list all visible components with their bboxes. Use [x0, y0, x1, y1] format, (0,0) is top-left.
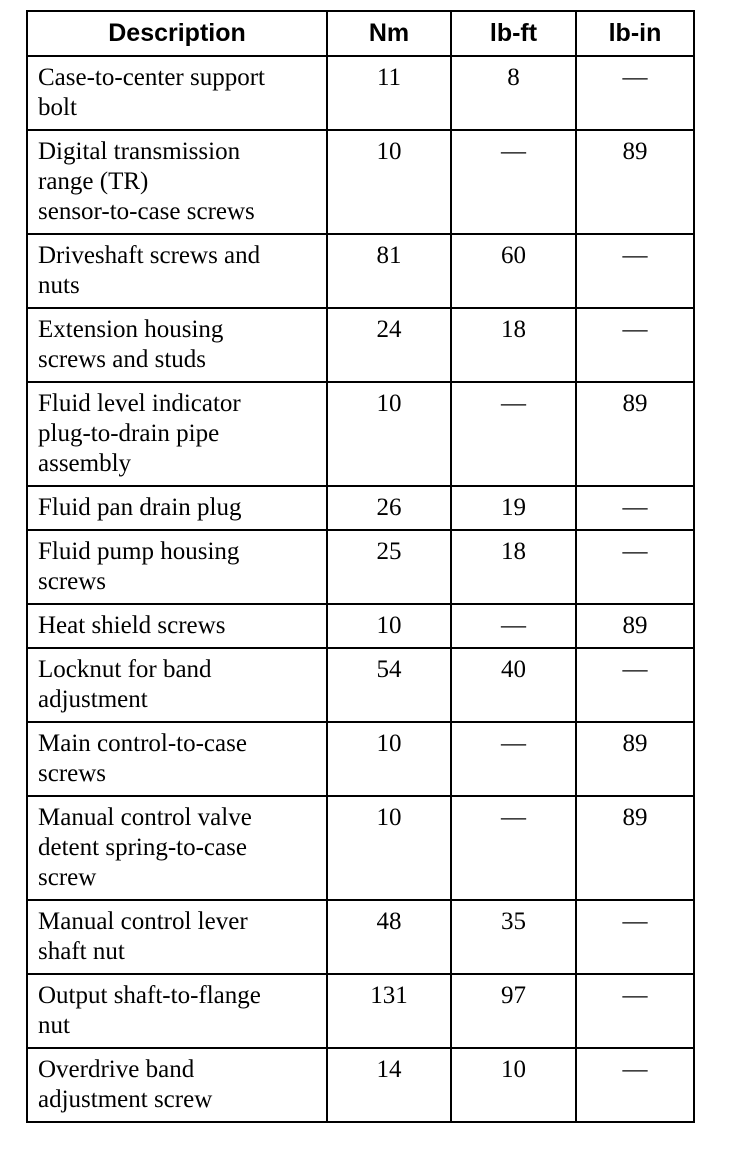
table-row	[27, 1048, 694, 1122]
description-cell: Digital transmission range (TR) sensor-to-case screws	[27, 130, 327, 234]
description-cell: Fluid pan drain plug	[27, 486, 327, 530]
nm-cell: 54	[327, 648, 451, 722]
table-row	[27, 234, 694, 308]
table-row	[27, 604, 694, 648]
description-cell: Locknut for band adjustment	[27, 648, 327, 722]
nm-cell: 25	[327, 530, 451, 604]
lbin-cell: —	[576, 900, 694, 974]
lbin-cell: —	[576, 56, 694, 130]
lbft-cell: —	[451, 130, 576, 234]
torque-spec-table	[26, 10, 695, 1123]
description-cell: Main control-to-case screws	[27, 722, 327, 796]
lbft-cell: —	[451, 382, 576, 486]
nm-cell: 10	[327, 796, 451, 900]
lbft-cell: 18	[451, 530, 576, 604]
nm-cell: 10	[327, 382, 451, 486]
column-header-lbft: lb-ft	[451, 11, 576, 56]
nm-cell: 131	[327, 974, 451, 1048]
description-cell: Output shaft-to-flange nut	[27, 974, 327, 1048]
lbft-cell: 40	[451, 648, 576, 722]
nm-cell: 10	[327, 722, 451, 796]
table-row	[27, 900, 694, 974]
table-row	[27, 486, 694, 530]
nm-cell: 10	[327, 130, 451, 234]
table-row	[27, 382, 694, 486]
table-row	[27, 530, 694, 604]
nm-cell: 26	[327, 486, 451, 530]
column-header-nm: Nm	[327, 11, 451, 56]
lbft-cell: 60	[451, 234, 576, 308]
description-cell: Heat shield screws	[27, 604, 327, 648]
description-cell: Overdrive band adjustment screw	[27, 1048, 327, 1122]
table-row	[27, 130, 694, 234]
table-row	[27, 796, 694, 900]
lbin-cell: 89	[576, 130, 694, 234]
header-row	[27, 11, 694, 56]
lbft-cell: 97	[451, 974, 576, 1048]
lbft-cell: 18	[451, 308, 576, 382]
table-row	[27, 974, 694, 1048]
lbft-cell: 10	[451, 1048, 576, 1122]
lbin-cell: 89	[576, 796, 694, 900]
description-cell: Driveshaft screws and nuts	[27, 234, 327, 308]
lbft-cell: —	[451, 604, 576, 648]
lbin-cell: —	[576, 648, 694, 722]
lbin-cell: —	[576, 486, 694, 530]
table-row	[27, 722, 694, 796]
description-cell: Manual control lever shaft nut	[27, 900, 327, 974]
table-row	[27, 308, 694, 382]
lbin-cell: —	[576, 530, 694, 604]
column-header-description: Description	[27, 11, 327, 56]
nm-cell: 11	[327, 56, 451, 130]
description-cell: Fluid level indicator plug-to-drain pipe assembly	[27, 382, 327, 486]
description-cell: Case-to-center support bolt	[27, 56, 327, 130]
table-row	[27, 56, 694, 130]
description-cell: Fluid pump housing screws	[27, 530, 327, 604]
lbft-cell: 35	[451, 900, 576, 974]
lbin-cell: 89	[576, 722, 694, 796]
lbin-cell: 89	[576, 382, 694, 486]
lbft-cell: —	[451, 722, 576, 796]
lbft-cell: 8	[451, 56, 576, 130]
lbin-cell: —	[576, 1048, 694, 1122]
column-header-lbin: lb-in	[576, 11, 694, 56]
nm-cell: 14	[327, 1048, 451, 1122]
lbin-cell: —	[576, 234, 694, 308]
lbft-cell: 19	[451, 486, 576, 530]
lbft-cell: —	[451, 796, 576, 900]
nm-cell: 48	[327, 900, 451, 974]
lbin-cell: —	[576, 974, 694, 1048]
lbin-cell: —	[576, 308, 694, 382]
lbin-cell: 89	[576, 604, 694, 648]
nm-cell: 10	[327, 604, 451, 648]
nm-cell: 81	[327, 234, 451, 308]
nm-cell: 24	[327, 308, 451, 382]
table-row	[27, 648, 694, 722]
description-cell: Manual control valve detent spring-to-case screw	[27, 796, 327, 900]
description-cell: Extension housing screws and studs	[27, 308, 327, 382]
